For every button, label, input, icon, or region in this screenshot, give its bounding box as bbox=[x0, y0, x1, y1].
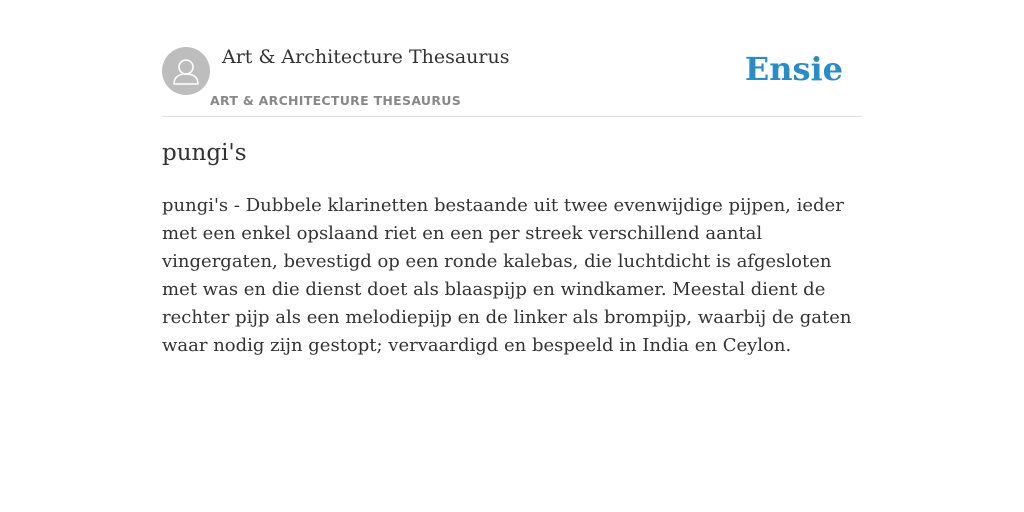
user-icon bbox=[162, 47, 210, 95]
source-title[interactable]: Art & Architecture Thesaurus bbox=[222, 46, 510, 68]
brand-logo[interactable]: Ensie bbox=[744, 50, 843, 88]
entry-term: pungi's bbox=[162, 140, 247, 166]
entry-definition: pungi's - Dubbele klarinetten bestaande uit twee evenwijdige pijpen, ieder met een enkel opslaand riet en een per streek verschillend aantal vingergaten, bevestigd op een ronde kalebas, die luchtdicht is afgesloten met was en die dienst doet als blaaspijp en windkamer. Meestal dient de rechter pijp als een melodiepijp en de linker als brompijp, waarbij de gaten waar nodig zijn gestopt; vervaardigd en bespeeld in India en Ceylon. bbox=[162, 195, 852, 356]
source-subtitle: ART & ARCHITECTURE THESAURUS bbox=[210, 93, 462, 108]
source-header bbox=[162, 40, 862, 117]
avatar[interactable] bbox=[162, 47, 210, 95]
